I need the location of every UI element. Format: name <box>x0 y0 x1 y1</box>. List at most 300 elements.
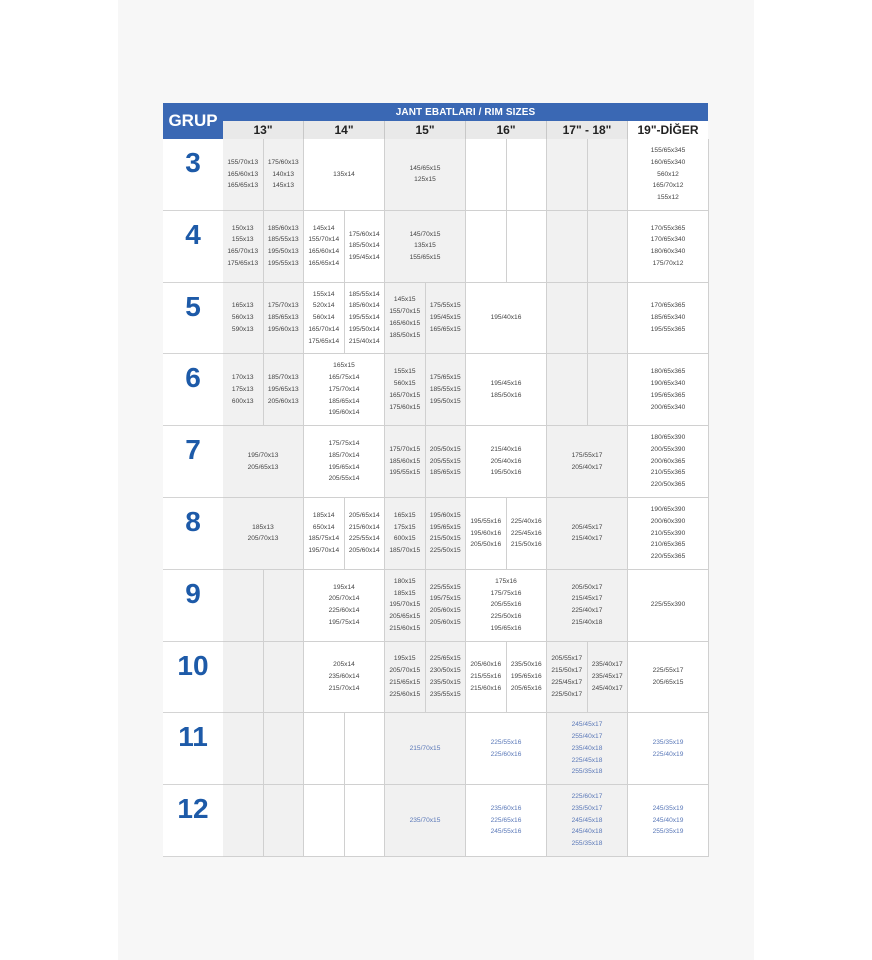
tire-size: 180/60x340 <box>650 248 686 256</box>
tire-size: 235/70x15 <box>409 816 441 824</box>
size-cell <box>304 139 385 211</box>
size-cell <box>385 642 426 714</box>
tire-size: 225/55x390 <box>650 601 686 609</box>
tire-size: 215/50x15 <box>429 535 461 543</box>
tire-size: 185/65x15 <box>429 469 461 477</box>
size-cell <box>466 713 547 785</box>
size-cell <box>507 498 548 570</box>
tire-size: 225/45x16 <box>510 529 542 537</box>
size-cell <box>223 570 264 642</box>
grup-header: GRUP <box>163 103 223 139</box>
tire-size: 205x14 <box>333 661 355 669</box>
rim-size-table <box>163 103 708 857</box>
tire-size: 140x13 <box>272 170 295 178</box>
size-header-16: 16" <box>466 121 547 139</box>
tire-size: 215/65x15 <box>389 678 421 686</box>
tire-size: 235/55x15 <box>429 690 461 698</box>
size-header-13: 13" <box>223 121 304 139</box>
tire-size: 255/40x17 <box>571 733 603 741</box>
tire-size: 200/60x390 <box>650 517 686 525</box>
tire-size: 245/35x19 <box>652 804 684 812</box>
tire-size: 160/65x340 <box>650 158 686 166</box>
tire-size: 175x16 <box>495 577 517 585</box>
tire-size: 235/35x19 <box>652 738 684 746</box>
tire-size: 215/40x17 <box>571 535 603 543</box>
size-cell <box>547 570 628 642</box>
group-label-10: 10 <box>163 642 223 714</box>
tire-size: 195/65x13 <box>267 385 299 393</box>
size-cell <box>264 642 305 714</box>
size-header-14: 14" <box>304 121 385 139</box>
tire-size: 175/65x14 <box>308 337 340 345</box>
tire-size: 135x14 <box>333 170 355 178</box>
size-cell <box>223 139 264 211</box>
tire-size: 165x15 <box>333 362 355 370</box>
tire-size: 205/55x17 <box>551 655 583 663</box>
tire-size: 195/50x13 <box>267 248 299 256</box>
tire-size: 600x15 <box>393 535 416 543</box>
tire-size: 185/50x15 <box>389 331 421 339</box>
tire-size: 170x13 <box>231 374 254 382</box>
group-label-5: 5 <box>163 283 223 355</box>
tire-size: 245/40x19 <box>652 816 684 824</box>
tire-size: 255/35x18 <box>571 768 603 776</box>
tire-size: 230/50x15 <box>429 667 461 675</box>
tire-size: 185/60x14 <box>348 302 380 310</box>
tire-size: 205/65x15 <box>389 613 421 621</box>
tire-size: 195/65x16 <box>510 673 542 681</box>
tire-size: 165/60x14 <box>308 248 340 256</box>
size-cell <box>223 211 264 283</box>
tire-size: 195/70x13 <box>247 451 279 459</box>
size-cell <box>628 139 709 211</box>
tire-size: 225/45x18 <box>571 756 603 764</box>
tire-size: 165x15 <box>393 511 416 519</box>
size-cell <box>304 498 345 570</box>
tire-size: 650x14 <box>312 523 335 531</box>
tire-size: 175/75x16 <box>490 589 522 597</box>
tire-size: 175/60x15 <box>389 403 421 411</box>
size-cell <box>345 211 386 283</box>
size-cell <box>426 426 467 498</box>
tire-size: 215/45x17 <box>571 595 603 603</box>
tire-size: 215/55x16 <box>470 673 502 681</box>
size-cell <box>385 570 426 642</box>
tire-size: 205/55x16 <box>490 601 522 609</box>
size-cell <box>628 283 709 355</box>
tire-size: 205/50x15 <box>429 445 461 453</box>
size-header-19-other: 19"-DİĞER <box>628 121 708 139</box>
size-cell <box>304 426 385 498</box>
tire-size: 245/55x16 <box>490 828 522 836</box>
size-cell <box>264 570 305 642</box>
size-cell <box>385 211 466 283</box>
tire-size: 170/65x365 <box>650 302 686 310</box>
tire-size: 170/65x340 <box>650 236 686 244</box>
size-cell <box>304 570 385 642</box>
size-cell <box>628 211 709 283</box>
tire-size: 245/40x18 <box>571 828 603 836</box>
size-cell <box>385 498 426 570</box>
tire-size: 225/40x17 <box>571 607 603 615</box>
size-cell <box>628 713 709 785</box>
tire-size: 205/50x16 <box>470 541 502 549</box>
size-cell <box>385 713 466 785</box>
tire-size: 225/40x19 <box>652 750 684 758</box>
tire-size: 195/50x15 <box>429 397 461 405</box>
tire-size: 205/40x17 <box>571 463 603 471</box>
size-cell <box>304 785 345 857</box>
size-cell <box>385 354 426 426</box>
tire-size: 225/55x16 <box>490 738 522 746</box>
tire-size: 235/50x15 <box>429 678 461 686</box>
size-cell <box>345 498 386 570</box>
tire-size: 150x13 <box>231 224 254 232</box>
tire-size: 165/70x14 <box>308 325 340 333</box>
size-cell <box>588 642 629 714</box>
tire-size: 185/65x340 <box>650 314 686 322</box>
tire-size: 225/65x16 <box>490 816 522 824</box>
group-label-6: 6 <box>163 354 223 426</box>
tire-size: 195x14 <box>333 583 355 591</box>
tire-size: 195/75x15 <box>429 595 461 603</box>
tire-size: 155x13 <box>231 236 254 244</box>
tire-size: 195/55x16 <box>470 517 502 525</box>
size-cell <box>547 498 628 570</box>
tire-size: 225/50x17 <box>551 690 583 698</box>
size-cell <box>304 211 345 283</box>
size-cell <box>628 498 709 570</box>
size-cell <box>426 283 467 355</box>
tire-size: 560x15 <box>393 379 416 387</box>
tire-size: 195/70x15 <box>389 601 421 609</box>
tire-size: 185/70x15 <box>389 547 421 555</box>
tire-size: 520x14 <box>312 302 335 310</box>
size-cell <box>466 498 507 570</box>
size-cell <box>547 426 628 498</box>
tire-size: 235/60x14 <box>328 673 360 681</box>
tire-size: 195/45x15 <box>429 314 461 322</box>
tire-size: 225/50x15 <box>429 547 461 555</box>
tire-size: 195/60x14 <box>328 409 360 417</box>
size-cell <box>264 139 305 211</box>
tire-size: 145/70x15 <box>409 230 441 238</box>
tire-size: 180x15 <box>393 577 416 585</box>
tire-size: 215/60x14 <box>348 523 380 531</box>
tire-size: 205/70x13 <box>247 535 279 543</box>
group-label-3: 3 <box>163 139 223 211</box>
tire-size: 215/40x14 <box>348 337 380 345</box>
group-label-8: 8 <box>163 498 223 570</box>
tire-size: 175/65x13 <box>227 259 259 267</box>
group-label-12: 12 <box>163 785 223 857</box>
size-cell <box>507 642 548 714</box>
tire-size: 225/40x16 <box>510 517 542 525</box>
tire-size: 185/70x14 <box>328 451 360 459</box>
tire-size: 185/60x15 <box>389 457 421 465</box>
size-cell <box>426 642 467 714</box>
tire-size: 165x13 <box>231 302 254 310</box>
size-cell <box>547 785 628 857</box>
tire-size: 205/60x14 <box>348 547 380 555</box>
tire-size: 210/65x365 <box>650 541 686 549</box>
tire-size: 560x12 <box>657 170 679 178</box>
tire-size: 195/55x14 <box>348 314 380 322</box>
tire-size: 155x14 <box>312 290 335 298</box>
tire-size: 185/50x16 <box>490 391 522 399</box>
size-cell <box>588 354 629 426</box>
size-cell <box>223 426 304 498</box>
tire-size: 220/55x365 <box>650 553 686 561</box>
tire-size: 135x15 <box>414 242 436 250</box>
tire-size: 195/70x14 <box>308 547 340 555</box>
tire-size: 175x13 <box>231 385 254 393</box>
size-cell <box>466 426 547 498</box>
tire-size: 165/65x13 <box>227 182 259 190</box>
size-cell <box>466 785 547 857</box>
tire-size: 185x15 <box>393 589 416 597</box>
tire-size: 190/65x390 <box>650 505 686 513</box>
tire-size: 195/65x14 <box>328 463 360 471</box>
size-cell <box>466 211 507 283</box>
tire-size: 175/60x14 <box>348 230 380 238</box>
tire-size: 205/60x13 <box>267 397 299 405</box>
tire-size: 165/60x13 <box>227 170 259 178</box>
size-cell <box>466 642 507 714</box>
tire-size: 255/35x19 <box>652 828 684 836</box>
tire-size: 200/65x340 <box>650 403 686 411</box>
size-cell <box>547 354 588 426</box>
tire-size: 195/65x15 <box>429 523 461 531</box>
tire-size: 185x13 <box>252 523 274 531</box>
tire-size: 145x13 <box>272 182 295 190</box>
tire-size: 175x15 <box>393 523 416 531</box>
tire-size: 155x15 <box>393 368 416 376</box>
tire-size: 205/55x14 <box>328 475 360 483</box>
tire-size: 235/50x16 <box>510 661 542 669</box>
tire-size: 200/55x390 <box>650 445 686 453</box>
tire-size: 145/65x15 <box>409 164 441 172</box>
tire-size: 205/65x14 <box>348 511 380 519</box>
tire-size: 235/40x18 <box>571 744 603 752</box>
size-cell <box>547 139 588 211</box>
size-cell <box>264 713 305 785</box>
tire-size: 180/65x365 <box>650 368 686 376</box>
tire-size: 205/40x16 <box>490 457 522 465</box>
size-cell <box>385 139 466 211</box>
tire-size: 205/50x17 <box>571 583 603 591</box>
tire-size: 195x15 <box>393 655 416 663</box>
tire-size: 215/70x15 <box>409 744 441 752</box>
tire-size: 185/50x14 <box>348 242 380 250</box>
tire-size: 190/65x340 <box>650 379 686 387</box>
tire-size: 225/55x17 <box>652 667 684 675</box>
tire-size: 175/65x15 <box>429 374 461 382</box>
tire-size: 195/50x14 <box>348 325 380 333</box>
size-cell <box>466 283 547 355</box>
tire-size: 215/60x16 <box>470 684 502 692</box>
tire-size: 165/70x13 <box>227 248 259 256</box>
tire-size: 205/65x15 <box>652 678 684 686</box>
size-cell <box>547 642 588 714</box>
tire-size: 195/65x16 <box>490 624 522 632</box>
tire-size: 180/65x390 <box>650 434 686 442</box>
tire-size: 560x13 <box>231 314 254 322</box>
tire-size: 215/70x14 <box>328 684 360 692</box>
size-cell <box>547 211 588 283</box>
tire-size: 215/40x16 <box>490 445 522 453</box>
size-cell <box>466 570 547 642</box>
tire-size: 235/40x17 <box>591 661 623 669</box>
tire-size: 205/65x13 <box>247 463 279 471</box>
tire-size: 175/60x13 <box>267 158 299 166</box>
tire-size: 225/60x15 <box>389 690 421 698</box>
tire-size: 185/55x13 <box>267 236 299 244</box>
tire-size: 205/55x15 <box>429 457 461 465</box>
tire-size: 175/75x14 <box>328 439 360 447</box>
tire-size: 205/45x17 <box>571 523 603 531</box>
tire-size: 155/65x15 <box>409 254 441 262</box>
tire-size: 195/50x16 <box>490 469 522 477</box>
tire-size: 225/60x16 <box>490 750 522 758</box>
tire-size: 175/70x14 <box>328 385 360 393</box>
size-cell <box>426 354 467 426</box>
tire-size: 155/70x14 <box>308 236 340 244</box>
tire-size: 175/70x15 <box>389 445 421 453</box>
size-cell <box>628 642 709 714</box>
tire-size: 175/70x13 <box>267 302 299 310</box>
tire-size: 195/75x14 <box>328 618 360 626</box>
tire-size: 165/65x14 <box>308 259 340 267</box>
tire-size: 145x15 <box>393 296 416 304</box>
size-cell <box>223 354 264 426</box>
tire-size: 195/60x13 <box>267 325 299 333</box>
tire-size: 205/60x15 <box>429 618 461 626</box>
tire-size: 170/55x365 <box>650 224 686 232</box>
size-cell <box>345 713 386 785</box>
tire-size: 185/70x13 <box>267 374 299 382</box>
tire-size: 200/60x365 <box>650 457 686 465</box>
tire-size: 185/65x14 <box>328 397 360 405</box>
tire-size: 145x14 <box>312 224 335 232</box>
tire-size: 195/55x15 <box>389 469 421 477</box>
tire-size: 195/45x14 <box>348 254 380 262</box>
size-cell <box>385 426 426 498</box>
size-cell <box>426 498 467 570</box>
tire-size: 195/55x13 <box>267 259 299 267</box>
tire-size: 165/70x12 <box>652 182 684 190</box>
tire-size: 560x14 <box>312 314 335 322</box>
tire-size: 185/55x15 <box>429 385 461 393</box>
tire-size: 155x12 <box>657 194 679 202</box>
tire-size: 210/55x390 <box>650 529 686 537</box>
size-cell <box>547 283 588 355</box>
size-cell <box>264 211 305 283</box>
tire-size: 185/65x13 <box>267 314 299 322</box>
size-cell <box>588 283 629 355</box>
size-cell <box>466 139 507 211</box>
size-cell <box>223 498 304 570</box>
tire-size: 225/45x17 <box>551 678 583 686</box>
tire-size: 215/40x18 <box>571 618 603 626</box>
table-title: JANT EBATLARI / RIM SIZES <box>223 103 708 121</box>
size-cell <box>264 354 305 426</box>
tire-size: 590x13 <box>231 325 254 333</box>
tire-size: 185/75x14 <box>308 535 340 543</box>
size-cell <box>264 283 305 355</box>
size-cell <box>304 283 345 355</box>
tire-size: 245/45x18 <box>571 816 603 824</box>
tire-size: 205/70x15 <box>389 667 421 675</box>
tire-size: 195/40x16 <box>490 314 522 322</box>
tire-size: 235/60x16 <box>490 804 522 812</box>
tire-size: 165/60x15 <box>389 319 421 327</box>
size-cell <box>426 570 467 642</box>
tire-size: 225/55x14 <box>348 535 380 543</box>
tire-size: 155/70x15 <box>389 308 421 316</box>
group-label-7: 7 <box>163 426 223 498</box>
tire-size: 225/60x14 <box>328 607 360 615</box>
tire-size: 165/65x15 <box>429 325 461 333</box>
tire-size: 155/65x345 <box>650 146 686 154</box>
size-cell <box>588 211 629 283</box>
size-cell <box>304 642 385 714</box>
size-cell <box>264 785 305 857</box>
size-cell <box>345 283 386 355</box>
tire-size: 165/70x15 <box>389 391 421 399</box>
size-cell <box>628 426 709 498</box>
tire-size: 225/60x17 <box>571 793 603 801</box>
group-label-11: 11 <box>163 713 223 785</box>
size-cell <box>628 354 709 426</box>
tire-size: 235/50x17 <box>571 804 603 812</box>
group-label-9: 9 <box>163 570 223 642</box>
tire-size: 195/60x16 <box>470 529 502 537</box>
tire-size: 185x14 <box>312 511 335 519</box>
tire-size: 600x13 <box>231 397 254 405</box>
size-cell <box>304 713 345 785</box>
tire-size: 185/60x13 <box>267 224 299 232</box>
tire-size: 155/70x13 <box>227 158 259 166</box>
size-cell <box>223 713 264 785</box>
size-cell <box>345 785 386 857</box>
tire-size: 205/65x16 <box>510 684 542 692</box>
tire-size: 225/55x15 <box>429 583 461 591</box>
tire-size: 195/45x16 <box>490 379 522 387</box>
size-cell <box>547 713 628 785</box>
group-label-4: 4 <box>163 211 223 283</box>
tire-size: 175/70x12 <box>652 259 684 267</box>
tire-size: 210/55x365 <box>650 469 686 477</box>
tire-size: 255/35x18 <box>571 840 603 848</box>
tire-size: 195/55x365 <box>650 325 686 333</box>
tire-size: 195/65x365 <box>650 391 686 399</box>
size-cell <box>466 354 547 426</box>
tire-size: 245/40x17 <box>591 684 623 692</box>
tire-size: 205/60x16 <box>470 661 502 669</box>
tire-size: 195/60x15 <box>429 511 461 519</box>
tire-size: 175/55x15 <box>429 302 461 310</box>
size-cell <box>385 283 426 355</box>
size-cell <box>628 785 709 857</box>
size-cell <box>223 283 264 355</box>
tire-size: 215/50x16 <box>510 541 542 549</box>
tire-size: 225/50x16 <box>490 613 522 621</box>
tire-size: 125x15 <box>414 176 436 184</box>
tire-size: 235/45x17 <box>591 673 623 681</box>
size-cell <box>223 785 264 857</box>
tire-size: 220/50x365 <box>650 481 686 489</box>
